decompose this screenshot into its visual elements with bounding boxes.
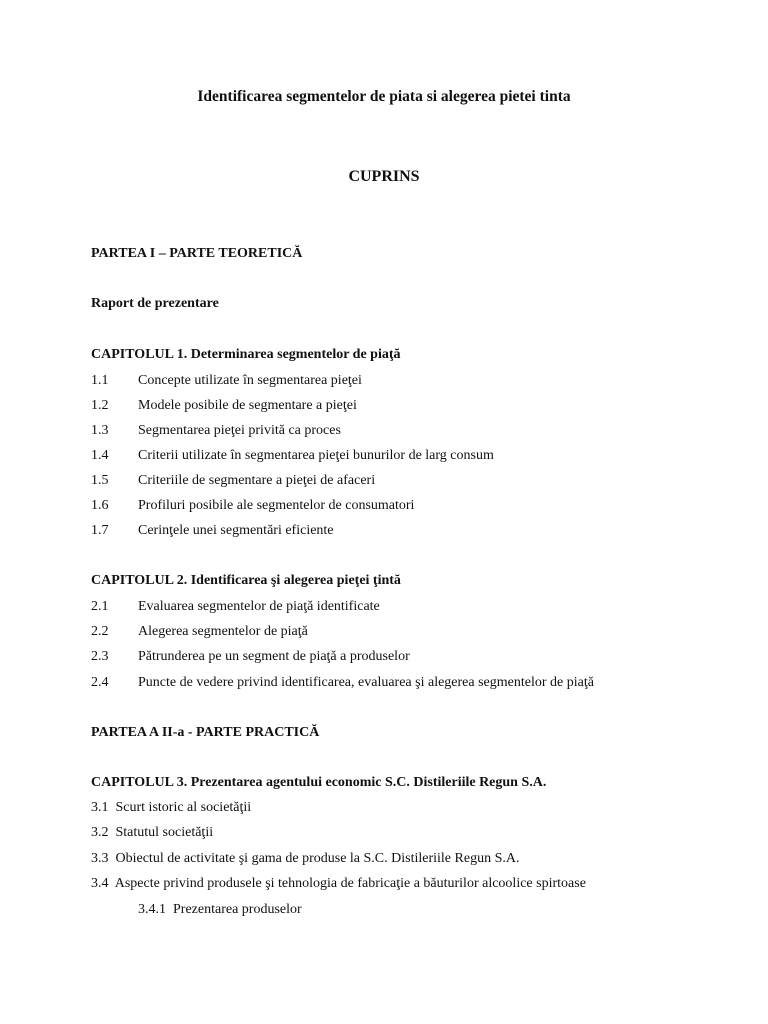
chapter3-heading: CAPITOLUL 3. Prezentarea agentului economic S.C. Distileriile Regun S.A. — [91, 775, 547, 790]
toc-entry-text: Modele posibile de segmentare a pieţei — [138, 398, 357, 413]
part1-heading: PARTEA I – PARTE TEORETICĂ — [91, 246, 303, 261]
toc-entry-text: Profiluri posibile ale segmentelor de consumatori — [138, 498, 415, 513]
toc-entry-text: Aspecte privind produsele şi tehnologia de fabricaţie a băuturilor alcoolice spirtoase — [114, 876, 586, 891]
toc-entry-number: 2.1 — [91, 599, 109, 614]
toc-entry-3-2 — [91, 825, 213, 841]
chapter2-heading: CAPITOLUL 2. Identificarea şi alegerea pieţei ţintă — [91, 573, 401, 588]
part2-heading: PARTEA A II-a - PARTE PRACTICĂ — [91, 725, 320, 740]
document-title: Identificarea segmentelor de piata si alegerea pietei tinta — [197, 88, 571, 105]
toc-entry-number: 1.2 — [91, 398, 109, 413]
toc-entry-3-4-1 — [138, 902, 302, 918]
toc-entry-3-3 — [91, 851, 519, 867]
toc-entry-text: Scurt istoric al societăţii — [115, 800, 252, 815]
toc-entry-text: Statutul societăţii — [115, 825, 214, 840]
toc-entry-number: 2.4 — [91, 675, 109, 690]
toc-entry-text: Concepte utilizate în segmentarea pieţei — [138, 373, 362, 388]
toc-entry-text: Evaluarea segmentelor de piaţă identificate — [138, 599, 380, 614]
toc-entry-number: 3.1 — [91, 800, 109, 815]
toc-entry-text: Criterii utilizate în segmentarea pieţei bunurilor de larg consum — [138, 448, 494, 463]
toc-entry-text: Puncte de vedere privind identificarea, evaluarea şi alegerea segmentelor de piaţă — [138, 675, 594, 690]
toc-entry-number: 3.2 — [91, 825, 109, 840]
report-heading: Raport de prezentare — [91, 296, 219, 311]
toc-entry-text: Prezentarea produselor — [173, 902, 302, 917]
toc-entry-3-4 — [91, 876, 586, 892]
toc-entry-text: Obiectul de activitate şi gama de produse la S.C. Distileriile Regun S.A. — [115, 851, 520, 866]
toc-entry-number: 2.2 — [91, 624, 109, 639]
toc-entry-number: 2.3 — [91, 649, 109, 664]
toc-entry-text: Pătrunderea pe un segment de piaţă a produselor — [138, 649, 410, 664]
toc-entry-number: 3.4.1 — [138, 902, 166, 917]
toc-entry-3-1 — [91, 800, 251, 816]
toc-entry-number: 3.3 — [91, 851, 109, 866]
toc-entry-number: 1.1 — [91, 373, 109, 388]
toc-entry-number: 1.4 — [91, 448, 109, 463]
toc-entry-text: Alegerea segmentelor de piaţă — [138, 624, 308, 639]
toc-entry-text: Criteriile de segmentare a pieţei de afaceri — [138, 473, 376, 488]
toc-entry-number: 1.7 — [91, 523, 109, 538]
toc-entry-number: 1.6 — [91, 498, 109, 513]
toc-entry-text: Cerinţele unei segmentări eficiente — [138, 523, 334, 538]
chapter1-heading: CAPITOLUL 1. Determinarea segmentelor de piaţă — [91, 347, 401, 362]
toc-entry-number: 1.5 — [91, 473, 109, 488]
toc-entry-number: 3.4 — [91, 876, 109, 891]
toc-title: CUPRINS — [348, 168, 420, 185]
toc-entry-number: 1.3 — [91, 423, 109, 438]
toc-entry-text: Segmentarea pieţei privită ca proces — [138, 423, 341, 438]
